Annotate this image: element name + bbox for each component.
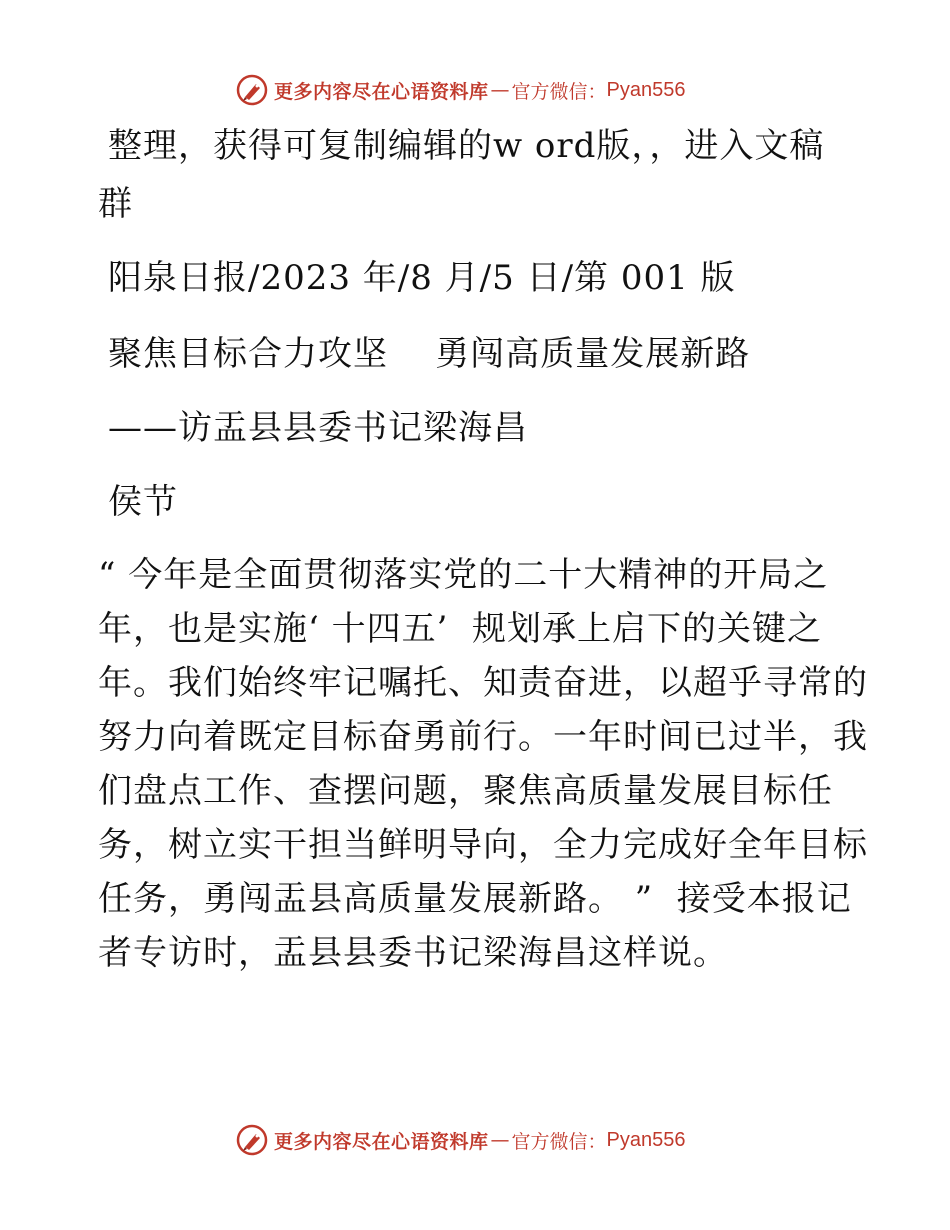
watermark-banner-bottom: [236, 1122, 716, 1158]
pen-nib-logo-icon: [236, 74, 268, 106]
body-line: 年。我们始终牢记嘱托、知责奋进，以超乎寻常的: [98, 663, 868, 703]
source-line: 阳泉日报/2023 年/8 月/5 日/第 001 版: [108, 258, 736, 298]
body-line: 任务，勇闯盂县高质量发展新路。 ” 接受本报记: [98, 879, 852, 919]
intro-line-2: 群: [98, 184, 133, 224]
body-line: “ 今年是全面贯彻落实党的二十大精神的开局之: [98, 555, 829, 595]
watermark-wechat-label: 官方微信：: [511, 80, 607, 103]
watermark-brand: 更多内容尽在心语资料库: [274, 1130, 489, 1153]
body-line: 们盘点工作、查摆问题，聚焦高质量发展目标任: [98, 771, 833, 811]
body-line: 务，树立实干担当鲜明导向，全力完成好全年目标: [98, 825, 868, 865]
body-line: 年，也是实施‘ 十四五’ 规划承上启下的关键之: [98, 609, 823, 649]
body-line: 者专访时，盂县县委书记梁海昌这样说。: [98, 933, 728, 973]
watermark-banner-top: [236, 72, 716, 108]
watermark-dash: —: [490, 1129, 510, 1151]
subheadline: ——访盂县县委书记梁海昌: [108, 408, 528, 448]
body-paragraph: [98, 548, 868, 980]
watermark-handle: Pyan556: [606, 78, 686, 101]
author-byline: 侯节: [108, 482, 178, 522]
intro-line-1: 整理，获得可复制编辑的w ord版，，进入文稿: [108, 126, 825, 166]
headline: 聚焦目标合力攻坚 勇闯高质量发展新路: [108, 334, 751, 374]
watermark-brand: 更多内容尽在心语资料库: [274, 80, 489, 103]
body-line: 努力向着既定目标奋勇前行。一年时间已过半，我: [98, 717, 868, 757]
watermark-wechat-label: 官方微信：: [511, 1130, 607, 1153]
pen-nib-logo-icon: [236, 1124, 268, 1156]
watermark-dash: —: [490, 79, 510, 101]
watermark-handle: Pyan556: [606, 1128, 686, 1151]
